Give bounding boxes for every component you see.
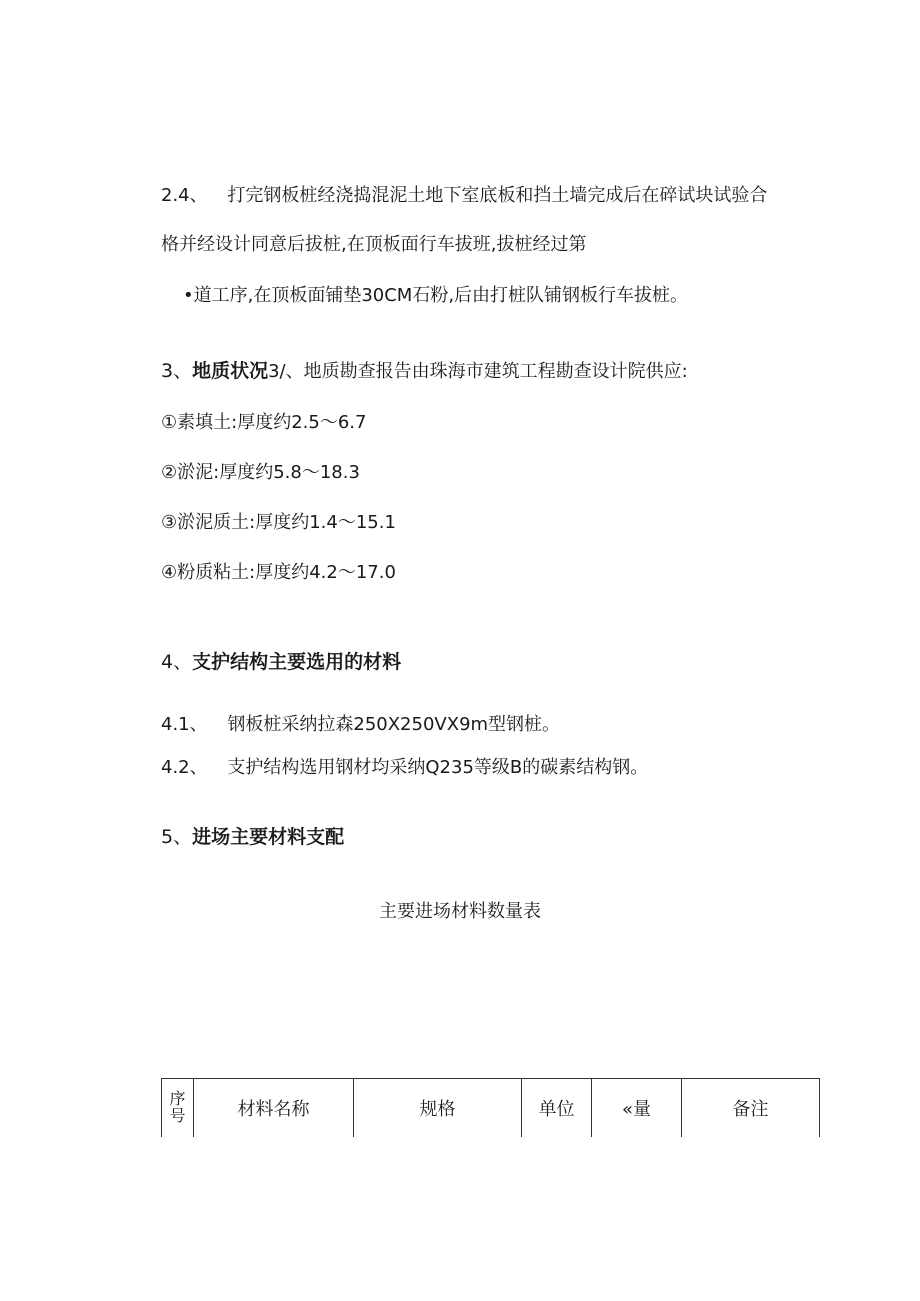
header-cell-remarks: 备注 [682,1079,820,1138]
section-5-title: 进场主要材料支配 [192,826,345,848]
header-cell-material-name: 材料名称 [194,1079,354,1138]
para-2-4-number: 2.4、 [161,185,208,206]
para-2-4-line2: 格并经设计同意后拔桩,在顶板面行车拔班,拔桩经过第 [161,234,587,255]
header-cell-spec: 规格 [354,1079,522,1138]
soil-item-4: ④粉质粘土:厚度约4.2〜17.0 [161,562,396,583]
section-3-text: 3/、地质勘查报告由珠海市建筑工程勘查设计院供应: [268,361,688,382]
header-cell-index: 序号 [162,1079,194,1138]
material-item-2-number: 4.2、 [161,757,208,778]
para-2-4-line1 [161,184,767,208]
soil-item-3: ③淤泥质土:厚度约1.4〜15.1 [161,512,396,533]
para-2-4-text-line1: 打完钢板桩经浇捣混泥土地下室底板和挡土墙完成后在碎试块试验合 [227,185,768,206]
section-4-number: 4、 [161,651,193,673]
section-4-heading [161,650,401,674]
section-3-heading [161,359,688,384]
section-5-number: 5、 [161,826,193,848]
header-cell-quantity: «量 [592,1079,682,1138]
section-3-title: 地质状况 [192,360,269,382]
material-item-2-text: 支护结构选用钢材均采纳Q235等级B的碳素结构钢。 [227,757,649,778]
materials-table [161,1078,820,1137]
section-5-heading [161,825,344,849]
soil-item-1: ①素填土:厚度约2.5〜6.7 [161,412,367,433]
table-header-row [162,1079,820,1138]
material-item-1-number: 4.1、 [161,714,208,735]
section-4-title: 支护结构主要选用的材料 [192,651,402,673]
section-3-number: 3、 [161,360,193,382]
material-item-1 [161,713,560,737]
header-cell-unit: 单位 [522,1079,592,1138]
table-title: 主要进场材料数量表 [379,901,541,922]
para-2-4-line3: •道工序,在顶板面铺垫30CM石粉,后由打桩队铺钢板行车拔桩。 [183,285,689,306]
material-item-2 [161,756,648,780]
soil-item-2: ②淤泥:厚度约5.8〜18.3 [161,462,360,483]
material-item-1-text: 钢板桩采纳拉森250X250VX9m型钢桩。 [227,714,561,735]
